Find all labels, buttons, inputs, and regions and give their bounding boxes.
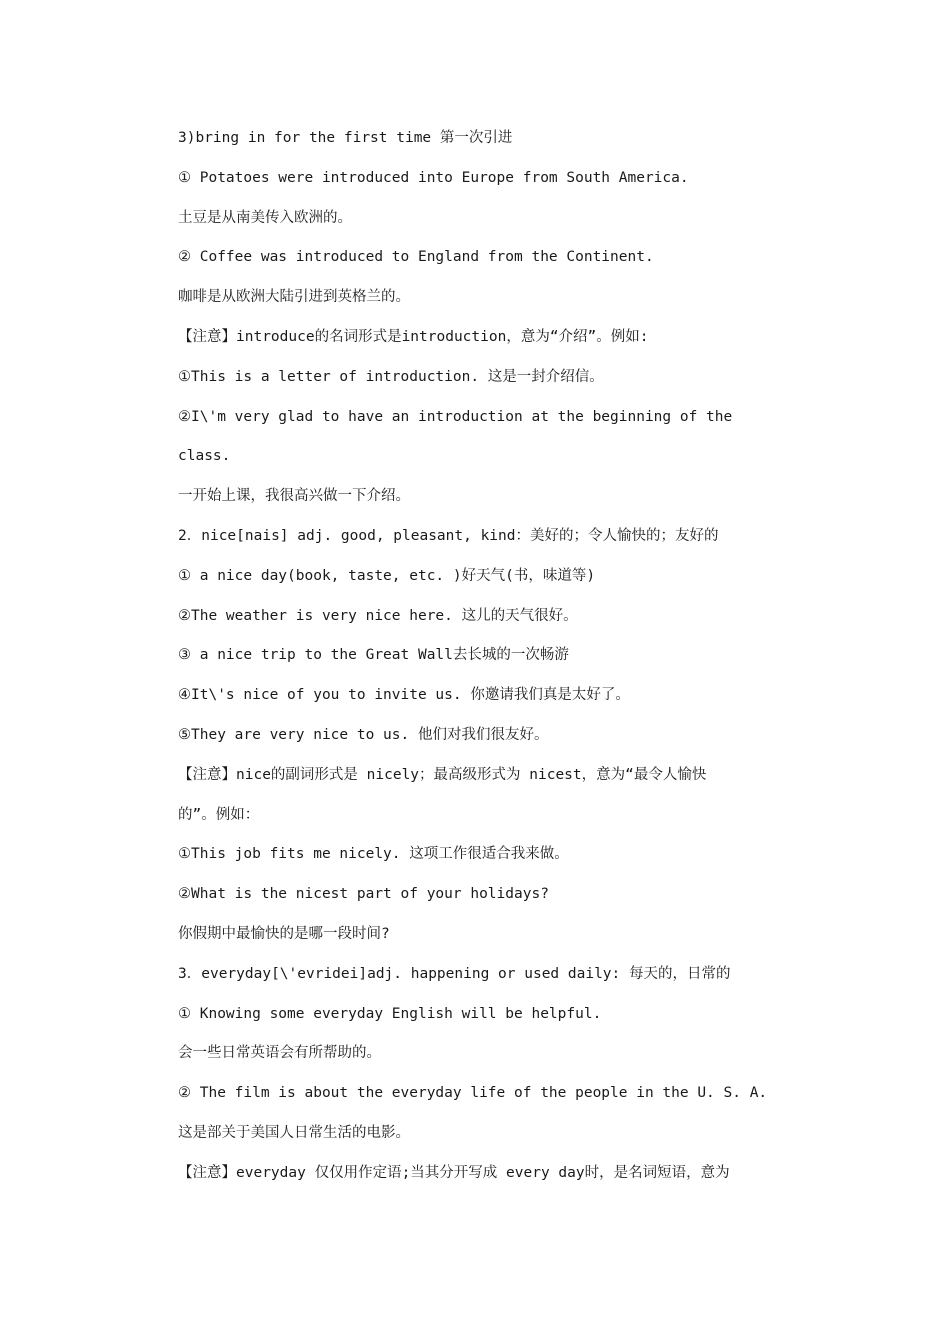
text-line: 3)bring in for the first time 第一次引进	[178, 130, 513, 146]
text-line: ①This job fits me nicely. 这项工作很适合我来做。	[178, 846, 569, 863]
text-line: ① a nice day(book, taste, etc. )好天气(书，味道等)	[178, 567, 596, 584]
text-line: ③ a nice trip to the Great Wall去长城的一次畅游	[178, 647, 569, 664]
document-body	[178, 125, 778, 1200]
text-line: 你假期中最愉快的是哪一段时间?	[178, 925, 390, 942]
text-line: 土豆是从南美传入欧洲的。	[178, 209, 352, 226]
text-line: ① Knowing some everyday English will be helpful.	[178, 1005, 602, 1022]
text-line: 【注意】nice的副词形式是 nicely；最高级形式为 nicest，意为“最令人愉快	[178, 766, 707, 783]
text-line: ②I\'m very glad to have an introduction at the beginning of the	[178, 408, 733, 425]
text-line: 一开始上课，我很高兴做一下介绍。	[178, 488, 410, 505]
text-line: 【注意】everyday 仅仅用作定语;当其分开写成 every day时，是名词短语，意为	[178, 1164, 730, 1181]
text-line: ① Potatoes were introduced into Europe from South America.	[178, 169, 689, 186]
text-line: ②What is the nicest part of your holidays?	[178, 886, 549, 903]
text-line: ② Coffee was introduced to England from the Continent.	[178, 249, 654, 266]
text-line: ②The weather is very nice here. 这儿的天气很好。	[178, 607, 578, 624]
text-line: 会一些日常英语会有所帮助的。	[178, 1045, 381, 1062]
text-line: ⑤They are very nice to us. 他们对我们很友好。	[178, 726, 549, 743]
text-line: 这是部关于美国人日常生活的电影。	[178, 1124, 410, 1141]
text-line: 3．everyday[\'evridei]adj. happening or used daily: 每天的，日常的	[178, 965, 731, 982]
text-line: ② The film is about the everyday life of the people in the U. S. A.	[178, 1085, 768, 1102]
text-line: 的”。例如：	[178, 806, 260, 823]
text-line: 咖啡是从欧洲大陆引进到英格兰的。	[178, 289, 410, 306]
text-line: class.	[178, 448, 231, 465]
text-line: 2．nice[nais] adj. good, pleasant, kind：美好的；令人愉快的；友好的	[178, 527, 719, 544]
text-line: 【注意】introduce的名词形式是introduction，意为“介绍”。例如:	[178, 328, 649, 345]
text-line: ①This is a letter of introduction. 这是一封介绍信。	[178, 368, 604, 385]
text-line: ④It\'s nice of you to invite us. 你邀请我们真是太好了。	[178, 687, 630, 704]
